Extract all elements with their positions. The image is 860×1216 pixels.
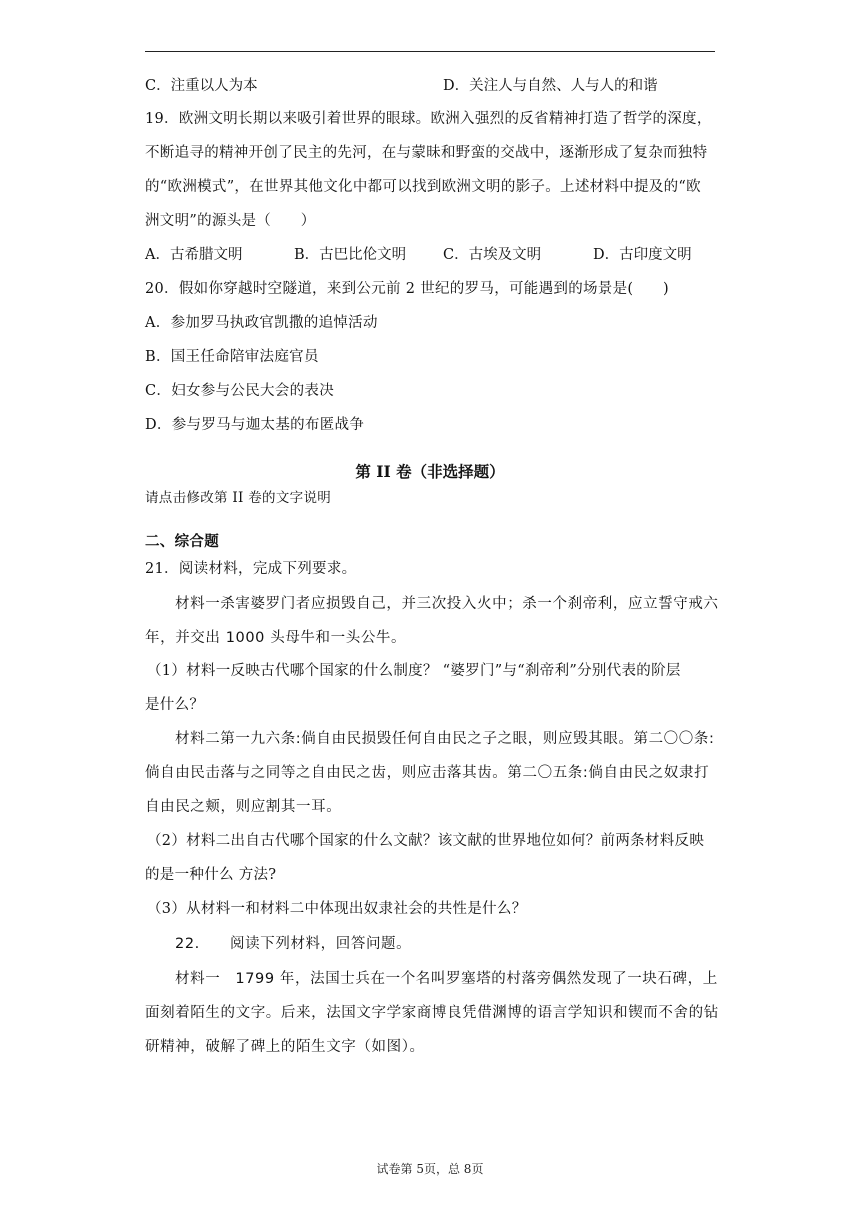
q21-sub-2-line-2: 的是一种什么 方法? xyxy=(145,867,277,883)
q22-stem: 22. 阅读下列材料，回答问题。 xyxy=(175,936,412,952)
q22-material-1-line-1: 材料一 1799 年，法国士兵在一个名叫罗塞塔的村落旁偶然发现了一块石碑，上 xyxy=(175,971,718,987)
q18-option-c: C．注重以人为本 xyxy=(145,78,258,94)
q20-option-c: C．妇女参与公民大会的表决 xyxy=(145,383,334,399)
q21-material-2-line-2: 倘自由民击落与之同等之自由民之齿，则应击落其齿。第二〇五条:倘自由民之奴隶打 xyxy=(145,765,710,781)
q22-material-1-line-2: 面刻着陌生的文字。后来，法国文字学家商博良凭借渊博的语言学知识和锲而不舍的钻 xyxy=(145,1005,719,1021)
q21-sub-1-line-2: 是什么？ xyxy=(145,697,205,713)
page-footer: 试卷第 5页，总 8页 xyxy=(376,1162,484,1176)
q20-option-d: D．参与罗马与迦太基的布匿战争 xyxy=(145,417,365,433)
q20-option-b: B．国王任命陪审法庭官员 xyxy=(145,349,319,365)
q21-stem: 21．阅读材料，完成下列要求。 xyxy=(145,561,357,577)
section-2-heading: 二、综合题 xyxy=(145,533,219,550)
header-rule xyxy=(145,51,715,52)
q21-material-2-line-1: 材料二第一九六条:倘自由民损毁任何自由民之子之眼，则应毁其眼。第二〇〇条: xyxy=(175,731,715,747)
q21-material-2-line-3: 自由民之颊，则应割其一耳。 xyxy=(145,799,342,815)
q21-material-1-line-2: 年，并交出 1000 头母牛和一头公牛。 xyxy=(145,630,407,646)
q19-option-a: A．古希腊文明 xyxy=(145,247,243,263)
section-2-note[interactable]: 请点击修改第 II 卷的文字说明 xyxy=(145,490,332,506)
q21-material-1-line-1: 材料一杀害婆罗门者应损毁自己，并三次投入火中；杀一个刹帝利，应立誓守戒六 xyxy=(175,596,719,612)
q20-option-a: A．参加罗马执政官凯撒的追悼活动 xyxy=(145,315,378,331)
q21-sub-1-line-1: （1）材料一反映古代哪个国家的什么制度？ “婆罗门”与“刹帝利”分别代表的阶层 xyxy=(147,663,681,679)
q19-stem-line-2: 不断追寻的精神开创了民主的先河，在与蒙昧和野蛮的交战中，逐渐形成了复杂而独特 xyxy=(145,145,708,161)
section-2-title: 第 II 卷（非选择题） xyxy=(355,462,505,481)
q20-stem: 20．假如你穿越时空隧道，来到公元前 2 世纪的罗马，可能遇到的场景是( ) xyxy=(145,281,669,297)
q21-sub-3: （3）从材料一和材料二中体现出奴隶社会的共性是什么？ xyxy=(147,901,527,917)
q19-stem-line-1: 19．欧洲文明长期以来吸引着世界的眼球。欧洲入强烈的反省精神打造了哲学的深度， xyxy=(145,111,712,127)
q19-option-c: C．古埃及文明 xyxy=(443,247,542,263)
q22-material-1-line-3: 研精神，破解了碑上的陌生文字（如图）。 xyxy=(145,1039,425,1055)
q19-stem-line-3: 的“欧洲模式”，在世界其他文化中都可以找到欧洲文明的影子。上述材料中提及的“欧 xyxy=(145,179,701,195)
q18-option-d: D．关注人与自然、人与人的和谐 xyxy=(443,78,658,94)
q21-sub-2-line-1: （2）材料二出自古代哪个国家的什么文献？该文献的世界地位如何？前两条材料反映 xyxy=(147,833,705,849)
q19-option-b: B．古巴比伦文明 xyxy=(294,247,407,263)
q19-stem-line-4: 洲文明”的源头是（ ） xyxy=(145,213,316,229)
q19-option-d: D．古印度文明 xyxy=(593,247,692,263)
